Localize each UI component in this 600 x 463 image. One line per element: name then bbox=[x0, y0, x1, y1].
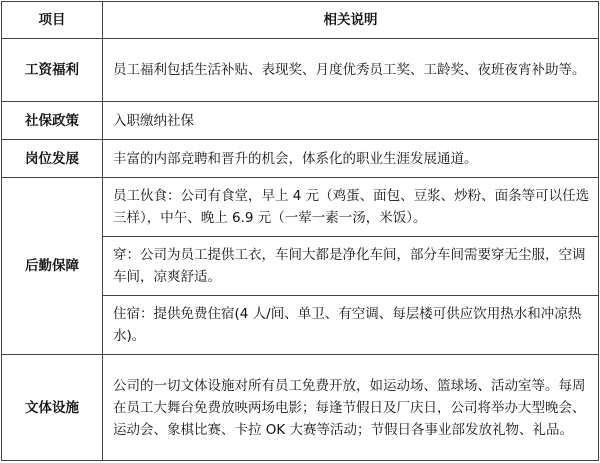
row-label-career-development: 岗位发展 bbox=[2, 140, 103, 178]
table-row bbox=[2, 355, 599, 461]
row-desc-salary-benefits: 员工福利包括生活补贴、表现奖、月度优秀员工奖、工龄奖、夜班夜宵补助等。 bbox=[103, 39, 599, 102]
row-label-social-insurance: 社保政策 bbox=[2, 102, 103, 140]
row-desc-social-insurance: 入职缴纳社保 bbox=[103, 102, 599, 140]
row-label-recreation-facilities: 文体设施 bbox=[2, 355, 103, 461]
header-item: 项目 bbox=[2, 2, 103, 39]
table-row bbox=[2, 102, 599, 140]
row-desc-logistics-clothing: 穿：公司为员工提供工衣，车间大都是净化车间，部分车间需要穿无尘服，空调车间，凉爽舒适。 bbox=[103, 237, 599, 296]
table-header-row bbox=[2, 2, 599, 39]
row-desc-career-development: 丰富的内部竞聘和晋升的机会，体系化的职业生涯发展通道。 bbox=[103, 140, 599, 178]
row-label-salary-benefits: 工资福利 bbox=[2, 39, 103, 102]
table-row bbox=[2, 140, 599, 178]
row-desc-logistics-meals: 员工伙食：公司有食堂，早上 4 元（鸡蛋、面包、豆浆、炒粉、面条等可以任选三样），中午、晚上 6.9 元（一荤一素一汤，米饭）。 bbox=[103, 178, 599, 237]
table-row bbox=[2, 178, 599, 237]
row-desc-recreation-facilities: 公司的一切文体设施对所有员工免费开放，如运动场、篮球场、活动室等。每周在员工大舞台免费放映两场电影；每逢节假日及厂庆日，公司将举办大型晚会、运动会、象棋比赛、卡拉 OK 大赛等活动；节假日各事业部发放礼物、礼品。 bbox=[103, 355, 599, 461]
row-desc-logistics-housing: 住宿：提供免费住宿(4 人/间、单卫、有空调、每层楼可供应饮用热水和冲凉热水)。 bbox=[103, 296, 599, 355]
header-description: 相关说明 bbox=[103, 2, 599, 39]
table-row bbox=[2, 39, 599, 102]
row-label-logistics: 后勤保障 bbox=[2, 178, 103, 355]
benefits-table bbox=[1, 1, 599, 461]
